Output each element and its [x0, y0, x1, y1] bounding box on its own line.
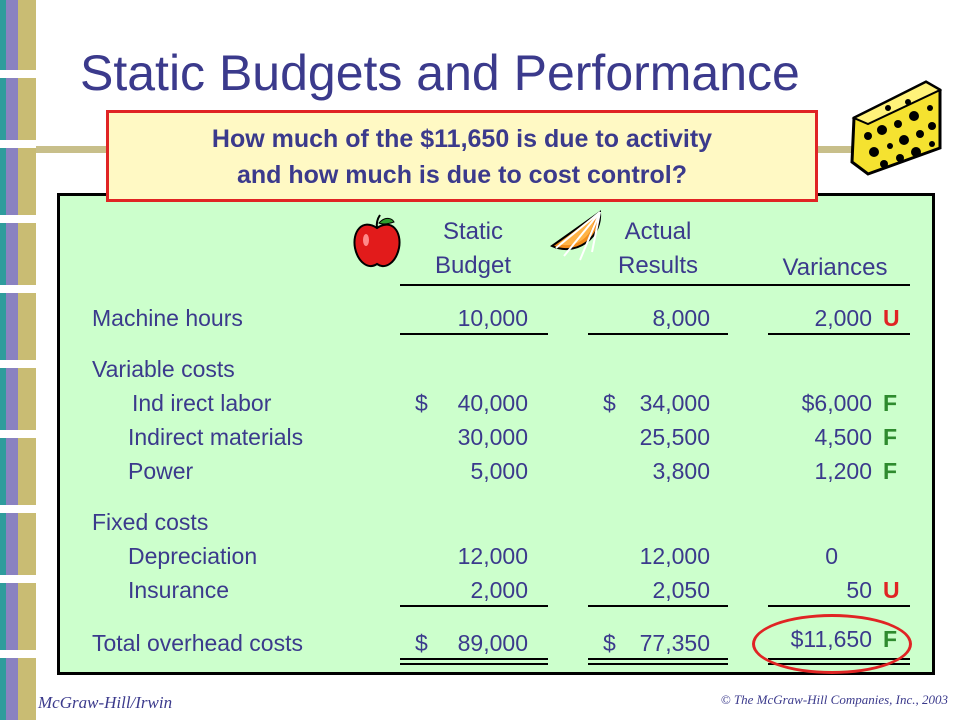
static-depreciation: 12,000	[457, 543, 528, 569]
actual-depreciation: 12,000	[639, 543, 710, 569]
underline-machine-hours-actual	[588, 333, 728, 335]
variance-total: $11,650	[790, 626, 872, 652]
actual-power: 3,800	[652, 458, 710, 484]
section-label-variable-costs: Variable costs	[92, 356, 235, 382]
row-label-insurance: Insurance	[128, 577, 230, 603]
flag-total: F	[883, 626, 898, 652]
header-variances: Variances	[782, 254, 888, 281]
title-rule-left	[36, 146, 108, 153]
total-variance-highlight-circle	[752, 614, 912, 674]
static-indirect-labor: 40,000	[457, 390, 528, 416]
double-underline-total-static-2	[400, 663, 548, 665]
actual-indirect-labor-dollar: $	[603, 390, 616, 416]
actual-machine-hours: 8,000	[652, 305, 710, 331]
flag-indirect-labor: F	[883, 390, 898, 416]
header-actual-top: Actual	[624, 218, 692, 245]
row-label-total: Total overhead costs	[92, 630, 303, 656]
header-static	[408, 218, 538, 280]
row-label-indirect-materials: Indirect materials	[128, 424, 304, 450]
flag-indirect-materials: F	[883, 424, 898, 450]
underline-insurance-static	[400, 605, 548, 607]
header-static-bottom: Budget	[434, 252, 512, 279]
callout-line-1: How much of the $11,650 is due to activity	[211, 125, 713, 153]
double-underline-total-static-1	[400, 658, 548, 660]
static-insurance: 2,000	[470, 577, 528, 603]
decorative-strip	[0, 0, 36, 720]
static-total-dollar: $	[415, 630, 428, 656]
row-label-depreciation: Depreciation	[128, 543, 258, 569]
row-label-power: Power	[128, 458, 194, 484]
variance-power: 1,200	[814, 458, 872, 484]
question-callout	[106, 110, 818, 202]
static-power: 5,000	[470, 458, 528, 484]
static-total: 89,000	[457, 630, 528, 656]
static-indirect-materials: 30,000	[457, 424, 528, 450]
actual-indirect-materials: 25,500	[639, 424, 710, 450]
underline-machine-hours-static	[400, 333, 548, 335]
variance-machine-hours: 2,000	[814, 305, 872, 331]
flag-machine-hours: U	[883, 305, 900, 331]
header-static-top: Static	[442, 218, 504, 245]
callout-line-2: and how much is due to cost control?	[236, 161, 687, 189]
variance-depreciation: 0	[825, 543, 838, 569]
static-machine-hours: 10,000	[457, 305, 528, 331]
underline-insurance-variance	[768, 605, 910, 607]
section-label-fixed-costs: Fixed costs	[92, 509, 209, 535]
double-underline-total-actual-1	[588, 658, 728, 660]
actual-insurance: 2,050	[652, 577, 710, 603]
actual-total: 77,350	[639, 630, 710, 656]
header-actual	[593, 218, 723, 280]
cheese-icon	[846, 78, 944, 178]
static-indirect-labor-dollar: $	[415, 390, 428, 416]
underline-machine-hours-variance	[768, 333, 910, 335]
header-underline	[400, 284, 910, 286]
apple-icon	[352, 214, 402, 270]
variance-indirect-materials: 4,500	[814, 424, 872, 450]
footer-publisher: McGraw-Hill/Irwin	[38, 693, 173, 712]
actual-total-dollar: $	[603, 630, 616, 656]
underline-insurance-actual	[588, 605, 728, 607]
flag-insurance: U	[883, 577, 900, 603]
row-label-machine-hours: Machine hours	[92, 305, 243, 331]
row-label-indirect-labor: Ind irect labor	[132, 390, 272, 416]
variance-indirect-labor: $6,000	[801, 390, 872, 416]
actual-indirect-labor: 34,000	[639, 390, 710, 416]
footer-copyright: © The McGraw-Hill Companies, Inc., 2003	[720, 692, 948, 707]
flag-power: F	[883, 458, 898, 484]
page-title: Static Budgets and Performance	[80, 45, 800, 101]
variance-insurance: 50	[846, 577, 872, 603]
header-actual-bottom: Results	[617, 252, 699, 279]
double-underline-total-actual-2	[588, 663, 728, 665]
